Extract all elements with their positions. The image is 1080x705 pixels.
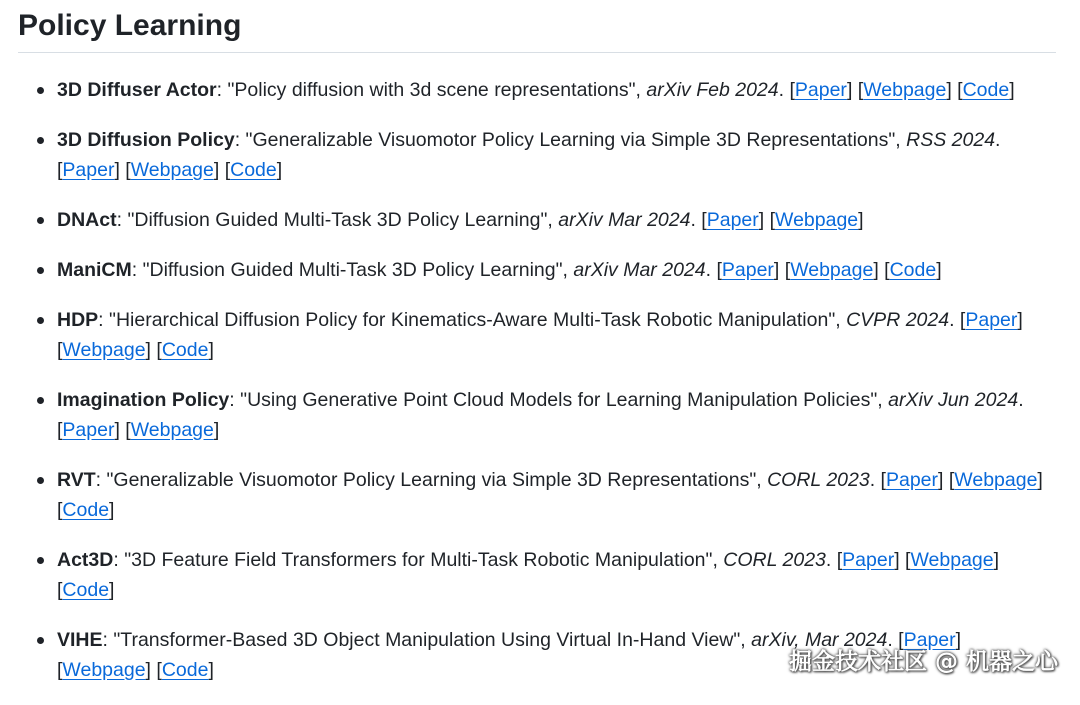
code-link[interactable]: Code: [62, 579, 110, 601]
webpage-link[interactable]: Webpage: [130, 419, 214, 441]
paper-title: "Diffusion Guided Multi-Task 3D Policy Learning": [142, 259, 563, 281]
webpage-link[interactable]: Webpage: [910, 549, 994, 571]
paper-title: "Using Generative Point Cloud Models for Learning Manipulation Policies": [240, 389, 878, 411]
webpage-link[interactable]: Webpage: [775, 209, 859, 231]
paper-name: RVT: [57, 469, 96, 491]
paper-name: ManiCM: [57, 259, 132, 281]
paper-name: DNAct: [57, 209, 117, 231]
paper-entry: VIHE: "Transformer-Based 3D Object Manipulation Using Virtual In-Hand View", arXiv, Mar 2024. [Paper] [Webpage] [Code]: [57, 625, 1056, 685]
code-link[interactable]: Code: [62, 499, 110, 521]
paper-title: "Policy diffusion with 3d scene representations": [227, 79, 636, 101]
paper-entry: Act3D: "3D Feature Field Transformers for Multi-Task Robotic Manipulation", CORL 2023. [Paper] [Webpage] [Code]: [57, 545, 1056, 605]
paper-title: "Generalizable Visuomotor Policy Learning via Simple 3D Representations": [106, 469, 757, 491]
readme-section: [18, 0, 1056, 705]
paper-link[interactable]: Paper: [62, 419, 115, 441]
paper-link[interactable]: Paper: [842, 549, 895, 571]
webpage-link[interactable]: Webpage: [130, 159, 214, 181]
code-link[interactable]: Code: [230, 159, 277, 181]
paper-venue: arXiv Feb 2024: [646, 79, 779, 101]
code-link[interactable]: Code: [889, 259, 937, 281]
paper-name: Imagination Policy: [57, 389, 230, 411]
paper-title: "Transformer-Based 3D Object Manipulation Using Virtual In-Hand View": [113, 629, 741, 651]
paper-list: [18, 75, 1056, 685]
paper-entry: 3D Diffuser Actor: "Policy diffusion with 3d scene representations", arXiv Feb 2024. [Paper] [Webpage] [Code]: [57, 75, 1056, 105]
paper-venue: RSS 2024: [906, 129, 996, 151]
paper-entry: Imagination Policy: "Using Generative Point Cloud Models for Learning Manipulation Policies", arXiv Jun 2024. [Paper] [Webpage]: [57, 385, 1056, 445]
paper-name: HDP: [57, 309, 99, 331]
paper-venue: arXiv Jun 2024: [888, 389, 1019, 411]
paper-venue: CORL 2023: [767, 469, 870, 491]
paper-entry: DNAct: "Diffusion Guided Multi-Task 3D Policy Learning", arXiv Mar 2024. [Paper] [Webpage]: [57, 205, 1056, 235]
paper-title: "Diffusion Guided Multi-Task 3D Policy Learning": [127, 209, 548, 231]
paper-link[interactable]: Paper: [885, 469, 939, 491]
code-link[interactable]: Code: [962, 79, 1010, 101]
paper-link[interactable]: Paper: [903, 629, 956, 651]
paper-name: Act3D: [57, 549, 114, 571]
code-link[interactable]: Code: [161, 339, 209, 361]
paper-entry: HDP: "Hierarchical Diffusion Policy for Kinematics-Aware Multi-Task Robotic Manipulation", CVPR 2024. [Paper] [Webpage] [Code]: [57, 305, 1056, 365]
paper-link[interactable]: Paper: [965, 309, 1018, 331]
webpage-link[interactable]: Webpage: [62, 659, 146, 681]
paper-venue: arXiv, Mar 2024: [751, 629, 888, 651]
paper-entry: 3D Diffusion Policy: "Generalizable Visuomotor Policy Learning via Simple 3D Representations", RSS 2024. [Paper] [Webpage] [Code]: [57, 125, 1056, 185]
webpage-link[interactable]: Webpage: [790, 259, 874, 281]
paper-entry: RVT: "Generalizable Visuomotor Policy Learning via Simple 3D Representations", CORL 2023. [Paper] [Webpage] [Code]: [57, 465, 1056, 525]
watermark: 掘金技术社区 @ 机器之心: [788, 649, 1058, 675]
paper-link[interactable]: Paper: [794, 79, 847, 101]
webpage-link[interactable]: Webpage: [863, 79, 947, 101]
webpage-link[interactable]: Webpage: [62, 339, 146, 361]
paper-venue: arXiv Mar 2024: [573, 259, 706, 281]
paper-title: "Hierarchical Diffusion Policy for Kinematics-Aware Multi-Task Robotic Manipulation": [109, 309, 836, 331]
paper-title: "Generalizable Visuomotor Policy Learning via Simple 3D Representations": [245, 129, 896, 151]
paper-link[interactable]: Paper: [62, 159, 115, 181]
webpage-link[interactable]: Webpage: [954, 469, 1038, 491]
section-heading: Policy Learning: [18, 0, 1056, 53]
paper-entry: ManiCM: "Diffusion Guided Multi-Task 3D Policy Learning", arXiv Mar 2024. [Paper] [Webpage] [Code]: [57, 255, 1056, 285]
paper-name: 3D Diffusion Policy: [57, 129, 235, 151]
paper-link[interactable]: Paper: [721, 259, 774, 281]
code-link[interactable]: Code: [161, 659, 209, 681]
paper-name: 3D Diffuser Actor: [57, 79, 217, 101]
paper-name: VIHE: [57, 629, 103, 651]
paper-venue: arXiv Mar 2024: [558, 209, 691, 231]
paper-venue: CVPR 2024: [846, 309, 950, 331]
paper-venue: CORL 2023: [723, 549, 826, 571]
paper-link[interactable]: Paper: [706, 209, 759, 231]
paper-title: "3D Feature Field Transformers for Multi-Task Robotic Manipulation": [124, 549, 713, 571]
